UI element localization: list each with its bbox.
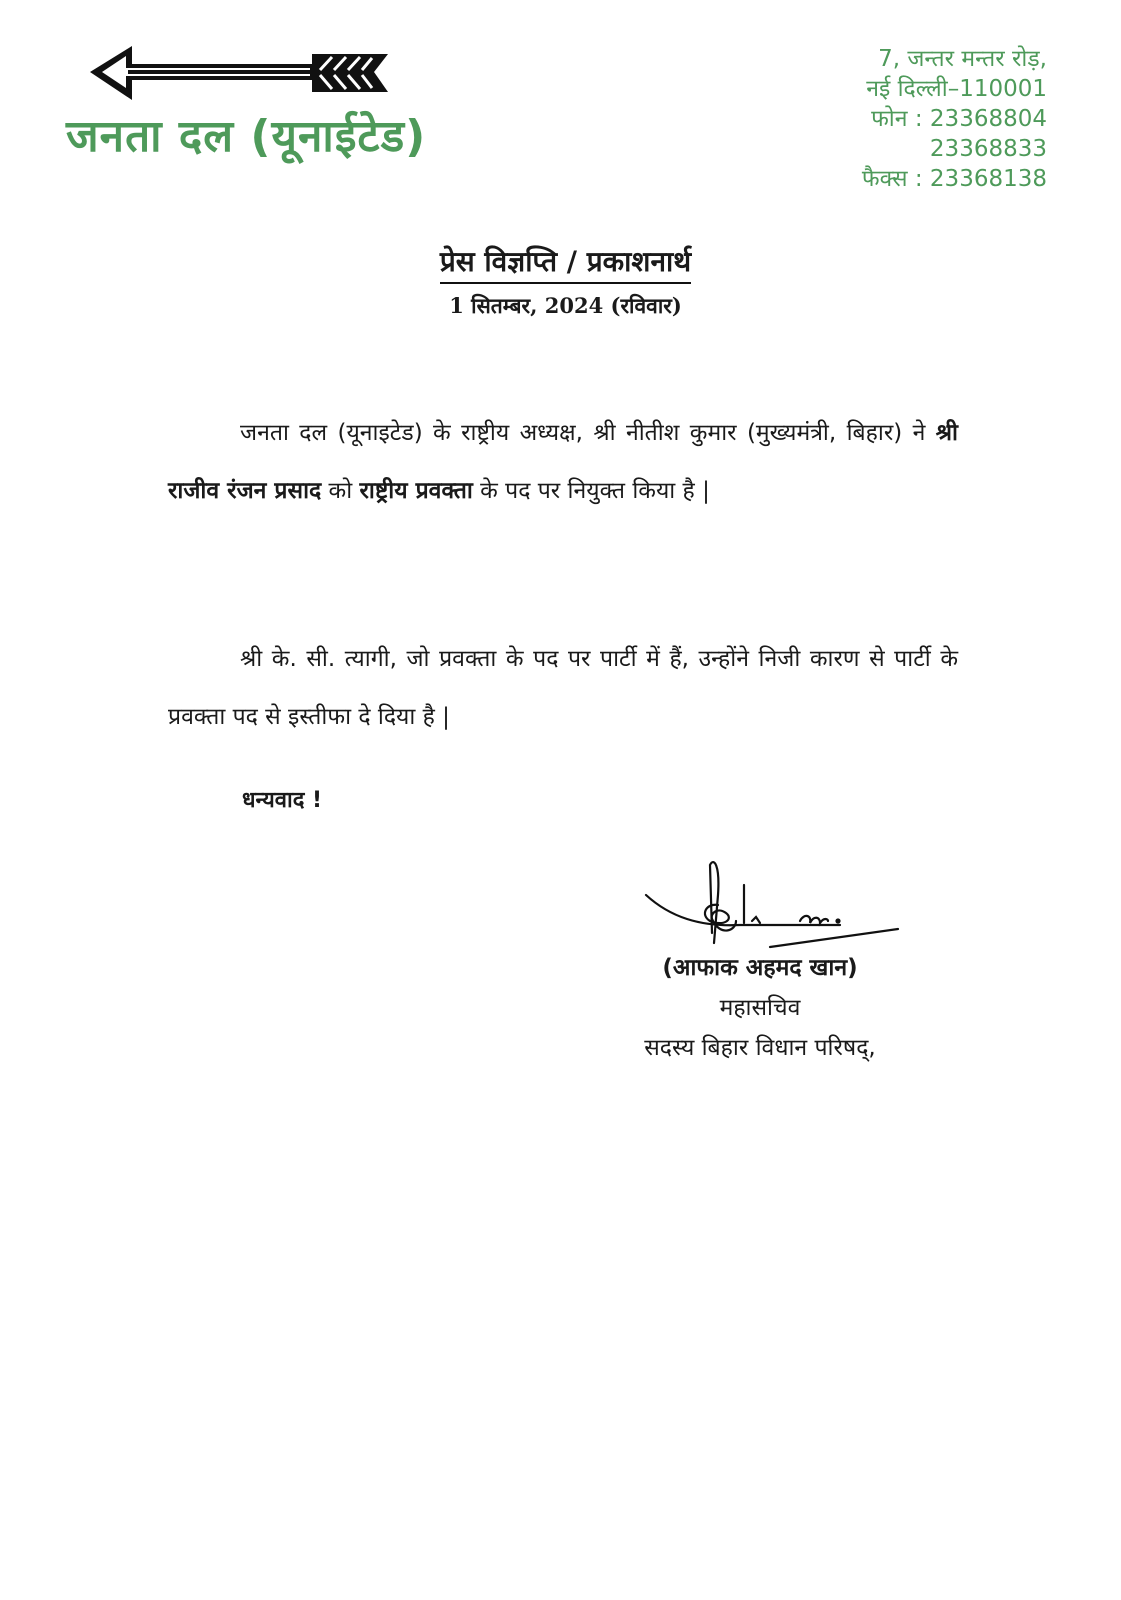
signatory-membership: सदस्य बिहार विधान परिषद्,	[644, 1035, 876, 1061]
release-date: 1 सितम्बर, 2024 (रविवार)	[449, 293, 682, 318]
para2-text: श्री के. सी. त्यागी, जो प्रवक्ता के पद पर पार्टी में हैं, उन्होंने निजी कारण से पार्टी के प्रवक्ता पद से इस्तीफा दे दिया है |	[168, 646, 958, 730]
para1-text-2: को	[321, 478, 360, 504]
press-release-heading	[0, 242, 1121, 320]
closing-thanks: धन्यवाद !	[242, 788, 323, 813]
signature-icon	[640, 855, 910, 955]
appointed-post: राष्ट्रीय प्रवक्ता	[359, 478, 473, 504]
phone-number-2: 23368833	[929, 136, 1047, 162]
appointee-name: श्री राजीव रंजन प्रसाद	[168, 420, 958, 504]
signatory-designation: महासचिव	[719, 995, 801, 1021]
page-title: प्रेस विज्ञप्ति / प्रकाशनार्थ	[440, 242, 691, 284]
para1-text-1: जनता दल (यूनाइटेड) के राष्ट्रीय अध्यक्ष, श्री नीतीश कुमार (मुख्यमंत्री, बिहार) ने	[240, 420, 936, 446]
party-name: जनता दल (यूनाईटेड)	[66, 111, 427, 162]
phone-label: फोन	[871, 106, 908, 132]
address-line-2: नई दिल्ली–110001	[866, 76, 1047, 102]
arrow-icon	[88, 44, 394, 104]
signatory-name: (आफाक अहमद खान)	[662, 955, 858, 981]
phone-line: फोन : 23368804	[871, 106, 1047, 132]
para1-text-3: के पद पर नियुक्त किया है |	[472, 478, 710, 504]
paragraph-resignation	[168, 630, 958, 746]
fax-line: फैक्स : 23368138	[861, 166, 1047, 192]
fax-number: 23368138	[929, 166, 1047, 192]
address-line-1: 7, जन्तर मन्तर रोड़,	[878, 46, 1047, 72]
address-block	[862, 44, 1047, 194]
signatory-block	[600, 948, 920, 1068]
phone-number-1: 23368804	[929, 106, 1047, 132]
fax-label: फैक्स	[861, 166, 908, 192]
paragraph-appointment	[168, 404, 958, 520]
